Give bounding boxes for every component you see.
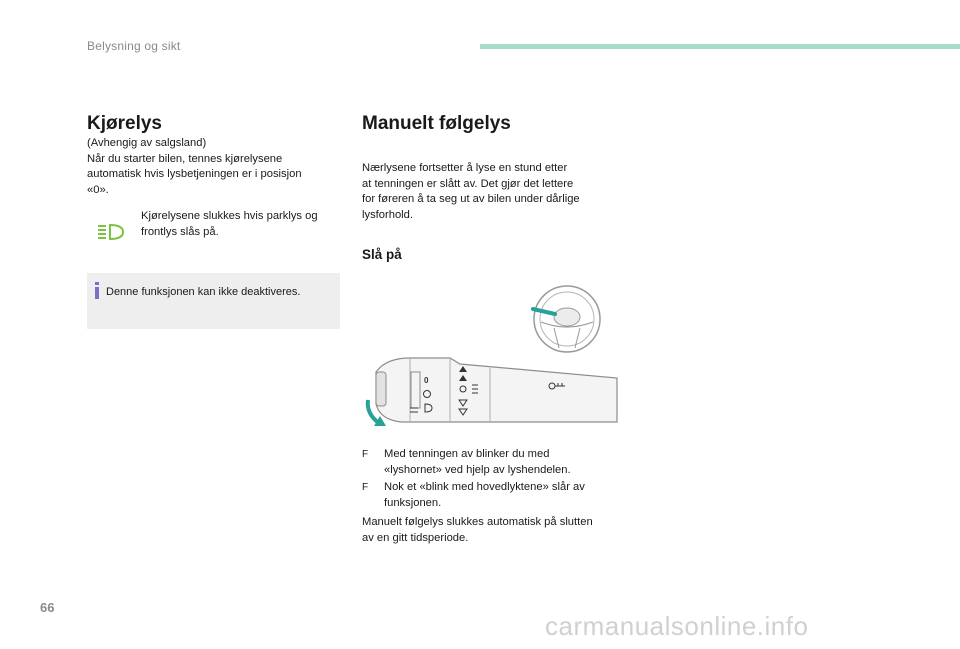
steering-wheel-illustration [525,284,605,359]
right-title: Manuelt følgelys [362,113,511,134]
section-header: Belysning og sikt [87,39,181,53]
info-text: Denne funksjonen kan ikke deaktiveres. [106,286,301,298]
daytime-running-light-icon [96,222,126,247]
header-bar [480,44,960,49]
bullet-list [362,447,624,513]
left-title: Kjørelys [87,113,162,134]
info-box [87,273,340,329]
left-note: Kjørelysene slukkes hvis parklys og frontlys slås på. [141,210,318,238]
light-stalk-illustration [362,352,620,435]
bullet-item: F Med tenningen av blinker du med «lyshornet» ved hjelp av lyshendelen. [362,448,571,476]
left-intro: (Avhengig av salgsland) Når du starter bilen, tennes kjørelysene automatisk hvis lysbetjeningen er i posisjon «0». [87,137,302,196]
stalk-position-0-label: 0 [424,376,429,385]
footer-watermark: carmanualsonline.info [545,611,809,641]
bullet-marker: F [362,482,369,493]
info-icon [95,282,99,299]
bullet-item: F Nok et «blink med hovedlyktene» slår av funksjonen. [362,481,585,509]
outro-paragraph: Manuelt følgelys slukkes automatisk på slutten av en gitt tidsperiode. [362,516,593,544]
right-paragraph: Nærlysene fortsetter å lyse en stund etter at tenningen er slått av. Det gjør det lettere for føreren å ta seg ut av bilen under dårlige lysforhold. [362,162,580,221]
page-number: 66 [40,600,55,615]
bullet-marker: F [362,449,369,460]
subtitle: Slå på [362,247,402,262]
